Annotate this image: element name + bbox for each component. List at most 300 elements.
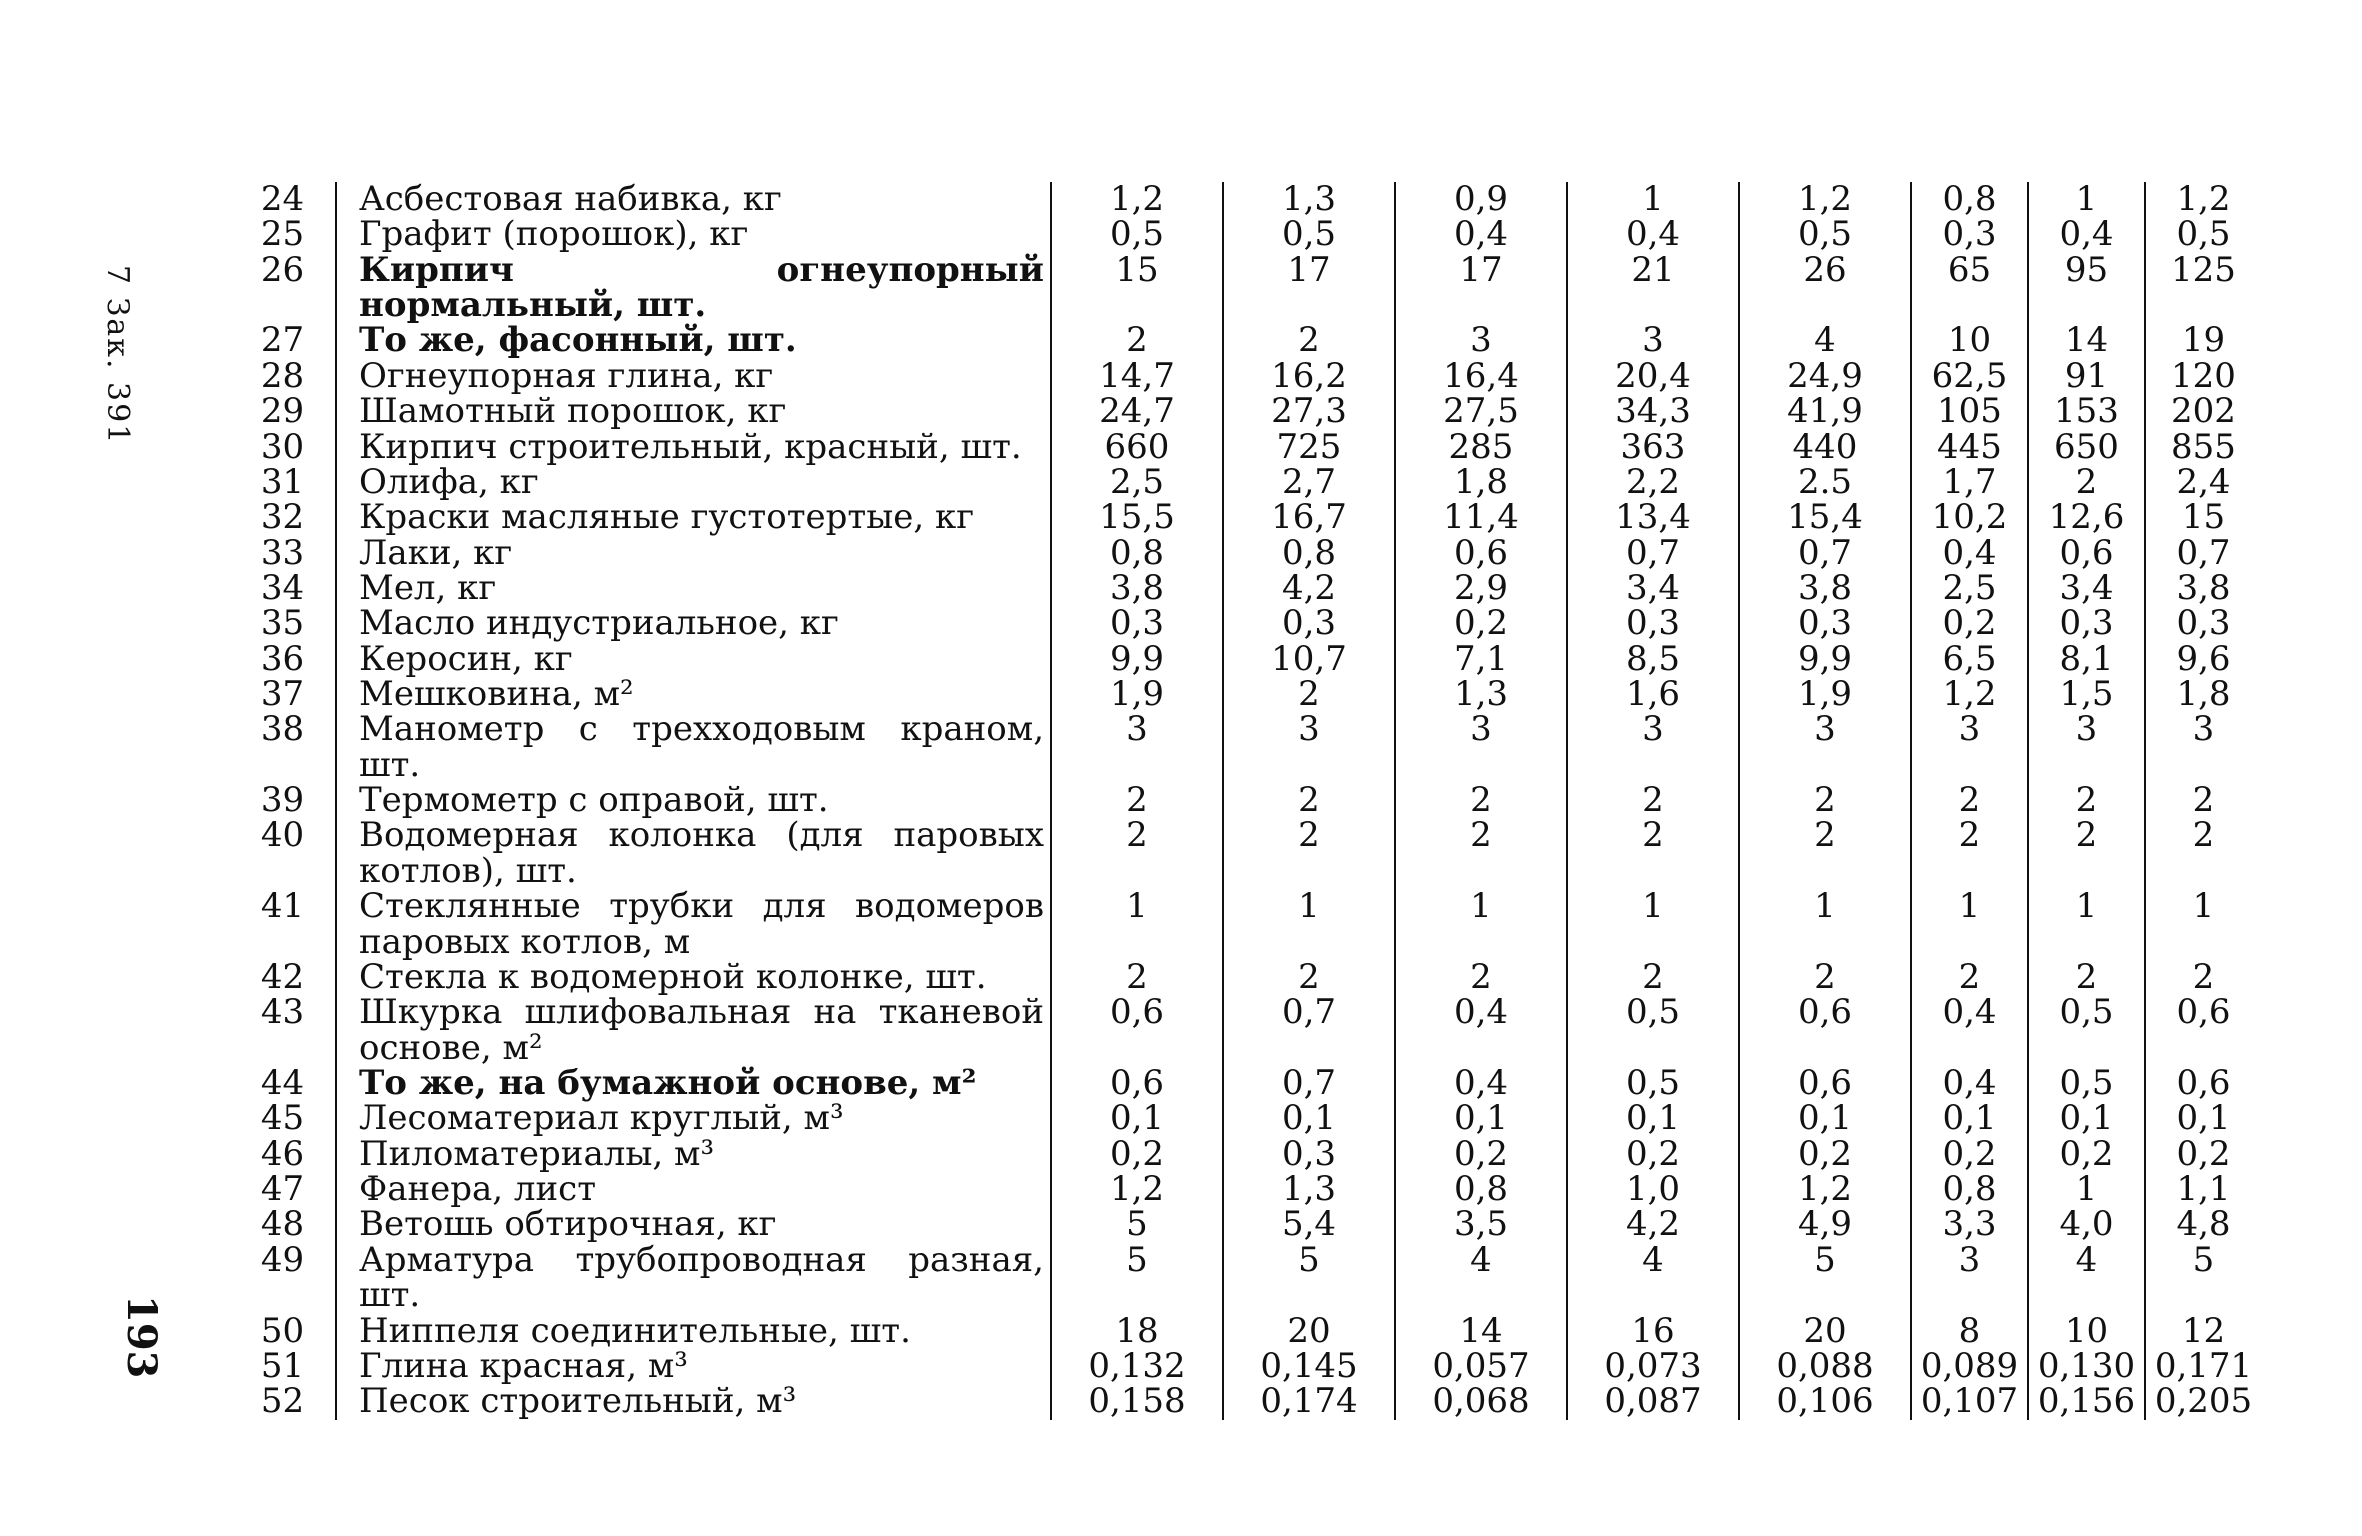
material-name: Ветошь обтирочная, кг bbox=[336, 1207, 1051, 1242]
row-number: 37 bbox=[260, 674, 305, 715]
quantity-cell: 0,4 bbox=[1395, 995, 1567, 1066]
quantity-cell: 20 bbox=[1223, 1314, 1395, 1349]
quantity-cell: 14 bbox=[1395, 1314, 1567, 1349]
table-row bbox=[230, 1207, 2261, 1242]
quantity-cell: 2 bbox=[1567, 818, 1739, 889]
quantity-cell: 0,8 bbox=[1223, 536, 1395, 571]
quantity-cell: 20 bbox=[1739, 1314, 1911, 1349]
row-number: 32 bbox=[260, 497, 305, 538]
quantity-cell: 3 bbox=[1395, 323, 1567, 358]
table-row bbox=[230, 1172, 2261, 1207]
quantity-cell: 0,1 bbox=[1739, 1101, 1911, 1136]
row-number: 49 bbox=[260, 1239, 305, 1280]
material-name: Термометр с оправой, шт. bbox=[336, 783, 1051, 818]
table-row bbox=[230, 995, 2261, 1066]
material-name: Стеклянные трубки для водомеров паровых котлов, м bbox=[336, 889, 1051, 960]
quantity-cell: 8,5 bbox=[1567, 642, 1739, 677]
table-row bbox=[230, 642, 2261, 677]
quantity-cell: 2 bbox=[1395, 960, 1567, 995]
quantity-cell: 0,088 bbox=[1739, 1349, 1911, 1384]
quantity-cell: 1,2 bbox=[1739, 1172, 1911, 1207]
quantity-cell: 2,2 bbox=[1567, 465, 1739, 500]
quantity-cell: 1,8 bbox=[1395, 465, 1567, 500]
row-number: 24 bbox=[260, 179, 305, 219]
row-number: 38 bbox=[260, 709, 305, 750]
quantity-cell: 2,7 bbox=[1223, 465, 1395, 500]
quantity-cell: 0,8 bbox=[1911, 1172, 2028, 1207]
quantity-cell: 0,145 bbox=[1223, 1349, 1395, 1384]
quantity-cell: 1 bbox=[2028, 889, 2145, 960]
quantity-cell: 0,7 bbox=[2145, 536, 2261, 571]
quantity-cell: 2,5 bbox=[1911, 571, 2028, 606]
quantity-cell: 0,1 bbox=[1395, 1101, 1567, 1136]
material-name: Шкурка шлифовальная на тканевой основе, м² bbox=[336, 995, 1051, 1066]
quantity-cell: 10,7 bbox=[1223, 642, 1395, 677]
material-name: Мешковина, м² bbox=[336, 677, 1051, 712]
quantity-cell: 0,3 bbox=[1223, 1137, 1395, 1172]
quantity-cell: 0,2 bbox=[1395, 606, 1567, 641]
quantity-cell: 0,2 bbox=[1911, 606, 2028, 641]
quantity-cell: 0,2 bbox=[1911, 1137, 2028, 1172]
quantity-cell: 62,5 bbox=[1911, 359, 2028, 394]
quantity-cell: 0,089 bbox=[1911, 1349, 2028, 1384]
quantity-cell: 15,5 bbox=[1051, 500, 1223, 535]
row-number: 52 bbox=[260, 1381, 305, 1422]
quantity-cell: 2 bbox=[1739, 960, 1911, 995]
quantity-cell: 3 bbox=[1223, 712, 1395, 783]
quantity-cell: 1,2 bbox=[1051, 182, 1223, 217]
quantity-cell: 41,9 bbox=[1739, 394, 1911, 429]
quantity-cell: 0,8 bbox=[1051, 536, 1223, 571]
table-row bbox=[230, 253, 2261, 324]
quantity-cell: 5 bbox=[1739, 1243, 1911, 1314]
table-row bbox=[230, 783, 2261, 818]
quantity-cell: 0,2 bbox=[1051, 1137, 1223, 1172]
quantity-cell: 202 bbox=[2145, 394, 2261, 429]
row-number: 40 bbox=[260, 815, 305, 856]
material-name: Песок строительный, м³ bbox=[336, 1384, 1051, 1419]
quantity-cell: 10 bbox=[1911, 323, 2028, 358]
quantity-cell: 1,6 bbox=[1567, 677, 1739, 712]
quantity-cell: 91 bbox=[2028, 359, 2145, 394]
quantity-cell: 1,3 bbox=[1223, 1172, 1395, 1207]
material-name: Ниппеля соединительные, шт. bbox=[336, 1314, 1051, 1349]
quantity-cell: 34,3 bbox=[1567, 394, 1739, 429]
quantity-cell: 0,130 bbox=[2028, 1349, 2145, 1384]
table-body bbox=[230, 179, 2261, 1422]
material-name: Кирпич строительный, красный, шт. bbox=[336, 430, 1051, 465]
material-name: То же, фасонный, шт. bbox=[336, 323, 1051, 358]
material-name: Шамотный порошок, кг bbox=[336, 394, 1051, 429]
quantity-cell: 0,3 bbox=[2028, 606, 2145, 641]
quantity-cell: 1,9 bbox=[1051, 677, 1223, 712]
row-number: 29 bbox=[260, 391, 305, 432]
quantity-cell: 1 bbox=[1567, 182, 1739, 217]
table-row bbox=[230, 571, 2261, 606]
quantity-cell: 855 bbox=[2145, 430, 2261, 465]
table-row bbox=[230, 430, 2261, 465]
quantity-cell: 12 bbox=[2145, 1314, 2261, 1349]
quantity-cell: 0,5 bbox=[1567, 1066, 1739, 1101]
quantity-cell: 2 bbox=[1395, 783, 1567, 818]
quantity-cell: 15 bbox=[1051, 253, 1223, 324]
material-name: Огнеупорная глина, кг bbox=[336, 359, 1051, 394]
row-number: 45 bbox=[260, 1098, 305, 1139]
quantity-cell: 1,2 bbox=[2145, 182, 2261, 217]
quantity-cell: 285 bbox=[1395, 430, 1567, 465]
row-number: 31 bbox=[260, 461, 305, 502]
quantity-cell: 2 bbox=[2145, 783, 2261, 818]
row-number: 39 bbox=[260, 780, 305, 821]
quantity-cell: 3 bbox=[1395, 712, 1567, 783]
quantity-cell: 8,1 bbox=[2028, 642, 2145, 677]
table-row bbox=[230, 394, 2261, 429]
quantity-cell: 0,3 bbox=[2145, 606, 2261, 641]
quantity-cell: 0,6 bbox=[1395, 536, 1567, 571]
row-number: 34 bbox=[260, 567, 305, 608]
quantity-cell: 0,5 bbox=[2145, 217, 2261, 252]
page-number: 193 bbox=[118, 1295, 165, 1379]
material-name: Стекла к водомерной колонке, шт. bbox=[336, 960, 1051, 995]
quantity-cell: 16,2 bbox=[1223, 359, 1395, 394]
quantity-cell: 1 bbox=[1051, 889, 1223, 960]
quantity-cell: 1,8 bbox=[2145, 677, 2261, 712]
quantity-cell: 0,4 bbox=[1911, 995, 2028, 1066]
quantity-cell: 363 bbox=[1567, 430, 1739, 465]
quantity-cell: 1 bbox=[1739, 889, 1911, 960]
quantity-cell: 2 bbox=[1223, 960, 1395, 995]
quantity-cell: 2 bbox=[1051, 323, 1223, 358]
quantity-cell: 0,6 bbox=[1739, 1066, 1911, 1101]
table-row bbox=[230, 1101, 2261, 1136]
quantity-cell: 3,4 bbox=[1567, 571, 1739, 606]
row-number: 50 bbox=[260, 1310, 305, 1351]
quantity-cell: 3 bbox=[2028, 712, 2145, 783]
quantity-cell: 0,6 bbox=[1051, 1066, 1223, 1101]
quantity-cell: 4,0 bbox=[2028, 1207, 2145, 1242]
quantity-cell: 125 bbox=[2145, 253, 2261, 324]
quantity-cell: 5,4 bbox=[1223, 1207, 1395, 1242]
quantity-cell: 3 bbox=[1051, 712, 1223, 783]
quantity-cell: 1,7 bbox=[1911, 465, 2028, 500]
quantity-cell: 0,1 bbox=[2145, 1101, 2261, 1136]
quantity-cell: 2 bbox=[1739, 818, 1911, 889]
quantity-cell: 4,2 bbox=[1223, 571, 1395, 606]
quantity-cell: 0,3 bbox=[1051, 606, 1223, 641]
quantity-cell: 9,6 bbox=[2145, 642, 2261, 677]
quantity-cell: 1 bbox=[1567, 889, 1739, 960]
quantity-cell: 0,2 bbox=[1395, 1137, 1567, 1172]
quantity-cell: 0,2 bbox=[2145, 1137, 2261, 1172]
table-row bbox=[230, 500, 2261, 535]
table-row bbox=[230, 712, 2261, 783]
quantity-cell: 0,068 bbox=[1395, 1384, 1567, 1419]
quantity-cell: 0,156 bbox=[2028, 1384, 2145, 1419]
quantity-cell: 105 bbox=[1911, 394, 2028, 429]
table-row bbox=[230, 960, 2261, 995]
quantity-cell: 0,5 bbox=[1567, 995, 1739, 1066]
quantity-cell: 4 bbox=[1567, 1243, 1739, 1314]
material-name: Водомерная колонка (для паровых котлов), шт. bbox=[336, 818, 1051, 889]
material-name: Кирпич огнеупорный нормальный, шт. bbox=[336, 253, 1051, 324]
quantity-cell: 1,0 bbox=[1567, 1172, 1739, 1207]
quantity-cell: 65 bbox=[1911, 253, 2028, 324]
quantity-cell: 1,9 bbox=[1739, 677, 1911, 712]
row-number: 46 bbox=[260, 1133, 305, 1174]
quantity-cell: 0,6 bbox=[1051, 995, 1223, 1066]
row-number: 25 bbox=[260, 214, 305, 255]
quantity-cell: 27,5 bbox=[1395, 394, 1567, 429]
quantity-cell: 95 bbox=[2028, 253, 2145, 324]
quantity-cell: 18 bbox=[1051, 1314, 1223, 1349]
quantity-cell: 0,106 bbox=[1739, 1384, 1911, 1419]
quantity-cell: 24,9 bbox=[1739, 359, 1911, 394]
quantity-cell: 27,3 bbox=[1223, 394, 1395, 429]
quantity-cell: 0,1 bbox=[1567, 1101, 1739, 1136]
quantity-cell: 0,7 bbox=[1223, 995, 1395, 1066]
quantity-cell: 1,3 bbox=[1223, 182, 1395, 217]
row-number: 36 bbox=[260, 638, 305, 679]
quantity-cell: 20,4 bbox=[1567, 359, 1739, 394]
row-number: 28 bbox=[260, 355, 305, 396]
quantity-cell: 2 bbox=[1567, 783, 1739, 818]
material-name: Лесоматериал круглый, м³ bbox=[336, 1101, 1051, 1136]
quantity-cell: 0,2 bbox=[2028, 1137, 2145, 1172]
quantity-cell: 2 bbox=[1911, 818, 2028, 889]
table-row bbox=[230, 536, 2261, 571]
quantity-cell: 1,1 bbox=[2145, 1172, 2261, 1207]
quantity-cell: 0,6 bbox=[1739, 995, 1911, 1066]
quantity-cell: 660 bbox=[1051, 430, 1223, 465]
quantity-cell: 0,5 bbox=[1739, 217, 1911, 252]
quantity-cell: 0,132 bbox=[1051, 1349, 1223, 1384]
quantity-cell: 0,3 bbox=[1223, 606, 1395, 641]
quantity-cell: 1 bbox=[2028, 182, 2145, 217]
quantity-cell: 24,7 bbox=[1051, 394, 1223, 429]
table-row bbox=[230, 465, 2261, 500]
quantity-cell: 1,2 bbox=[1739, 182, 1911, 217]
quantity-cell: 1 bbox=[1911, 889, 2028, 960]
quantity-cell: 5 bbox=[1223, 1243, 1395, 1314]
quantity-cell: 0,057 bbox=[1395, 1349, 1567, 1384]
quantity-cell: 5 bbox=[1051, 1243, 1223, 1314]
table-row bbox=[230, 182, 2261, 217]
table-row bbox=[230, 1384, 2261, 1419]
quantity-cell: 4 bbox=[2028, 1243, 2145, 1314]
material-name: Асбестовая набивка, кг bbox=[336, 182, 1051, 217]
material-name: Лаки, кг bbox=[336, 536, 1051, 571]
material-name: Краски масляные густотертые, кг bbox=[336, 500, 1051, 535]
row-number: 44 bbox=[260, 1062, 305, 1103]
quantity-cell: 7,1 bbox=[1395, 642, 1567, 677]
material-name: Олифа, кг bbox=[336, 465, 1051, 500]
material-name: Пиломатериалы, м³ bbox=[336, 1137, 1051, 1172]
quantity-cell: 2 bbox=[1051, 960, 1223, 995]
quantity-cell: 3,4 bbox=[2028, 571, 2145, 606]
quantity-cell: 12,6 bbox=[2028, 500, 2145, 535]
materials-table bbox=[230, 179, 2261, 1422]
material-name: Фанера, лист bbox=[336, 1172, 1051, 1207]
quantity-cell: 2 bbox=[1051, 818, 1223, 889]
quantity-cell: 5 bbox=[1051, 1207, 1223, 1242]
quantity-cell: 14,7 bbox=[1051, 359, 1223, 394]
quantity-cell: 0,1 bbox=[1223, 1101, 1395, 1136]
row-number: 47 bbox=[260, 1169, 305, 1210]
quantity-cell: 0,8 bbox=[1911, 182, 2028, 217]
quantity-cell: 0,5 bbox=[2028, 1066, 2145, 1101]
quantity-cell: 9,9 bbox=[1739, 642, 1911, 677]
quantity-cell: 2 bbox=[1395, 818, 1567, 889]
row-number: 26 bbox=[260, 249, 305, 290]
quantity-cell: 153 bbox=[2028, 394, 2145, 429]
row-number: 30 bbox=[260, 426, 305, 467]
quantity-cell: 0,2 bbox=[1567, 1137, 1739, 1172]
quantity-cell: 13,4 bbox=[1567, 500, 1739, 535]
quantity-cell: 0,4 bbox=[2028, 217, 2145, 252]
quantity-cell: 0,107 bbox=[1911, 1384, 2028, 1419]
quantity-cell: 2,9 bbox=[1395, 571, 1567, 606]
quantity-cell: 15,4 bbox=[1739, 500, 1911, 535]
quantity-cell: 0,158 bbox=[1051, 1384, 1223, 1419]
quantity-cell: 4 bbox=[1739, 323, 1911, 358]
side-note: 7 Зак. 391 bbox=[100, 265, 135, 446]
quantity-cell: 3,5 bbox=[1395, 1207, 1567, 1242]
quantity-cell: 120 bbox=[2145, 359, 2261, 394]
quantity-cell: 2 bbox=[2028, 818, 2145, 889]
quantity-cell: 2 bbox=[2145, 960, 2261, 995]
quantity-cell: 17 bbox=[1223, 253, 1395, 324]
quantity-cell: 3 bbox=[1739, 712, 1911, 783]
material-name: Керосин, кг bbox=[336, 642, 1051, 677]
quantity-cell: 2 bbox=[1223, 323, 1395, 358]
quantity-cell: 6,5 bbox=[1911, 642, 2028, 677]
quantity-cell: 9,9 bbox=[1051, 642, 1223, 677]
table-row bbox=[230, 677, 2261, 712]
quantity-cell: 2 bbox=[2028, 783, 2145, 818]
quantity-cell: 8 bbox=[1911, 1314, 2028, 1349]
quantity-cell: 10 bbox=[2028, 1314, 2145, 1349]
quantity-cell: 0,2 bbox=[1739, 1137, 1911, 1172]
material-name: Масло индустриальное, кг bbox=[336, 606, 1051, 641]
quantity-cell: 3,8 bbox=[1051, 571, 1223, 606]
quantity-cell: 14 bbox=[2028, 323, 2145, 358]
quantity-cell: 2 bbox=[2145, 818, 2261, 889]
quantity-cell: 1 bbox=[2145, 889, 2261, 960]
quantity-cell: 2.5 bbox=[1739, 465, 1911, 500]
quantity-cell: 0,7 bbox=[1567, 536, 1739, 571]
quantity-cell: 0,5 bbox=[2028, 995, 2145, 1066]
quantity-cell: 650 bbox=[2028, 430, 2145, 465]
quantity-cell: 17 bbox=[1395, 253, 1567, 324]
row-number: 41 bbox=[260, 886, 305, 927]
quantity-cell: 0,174 bbox=[1223, 1384, 1395, 1419]
table-row bbox=[230, 359, 2261, 394]
quantity-cell: 445 bbox=[1911, 430, 2028, 465]
quantity-cell: 0,1 bbox=[1911, 1101, 2028, 1136]
quantity-cell: 0,6 bbox=[2145, 1066, 2261, 1101]
material-name: Арматура трубопроводная разная, шт. bbox=[336, 1243, 1051, 1314]
material-name: Глина красная, м³ bbox=[336, 1349, 1051, 1384]
table-row bbox=[230, 1137, 2261, 1172]
quantity-cell: 19 bbox=[2145, 323, 2261, 358]
quantity-cell: 1,5 bbox=[2028, 677, 2145, 712]
quantity-cell: 2 bbox=[1911, 960, 2028, 995]
quantity-cell: 0,4 bbox=[1395, 1066, 1567, 1101]
quantity-cell: 2 bbox=[2028, 960, 2145, 995]
quantity-cell: 16,7 bbox=[1223, 500, 1395, 535]
quantity-cell: 2 bbox=[1223, 783, 1395, 818]
material-name: Манометр с трехходовым краном, шт. bbox=[336, 712, 1051, 783]
table-row bbox=[230, 323, 2261, 358]
quantity-cell: 16,4 bbox=[1395, 359, 1567, 394]
quantity-cell: 2 bbox=[1739, 783, 1911, 818]
quantity-cell: 2 bbox=[1911, 783, 2028, 818]
quantity-cell: 1 bbox=[1395, 889, 1567, 960]
row-number: 48 bbox=[260, 1204, 305, 1245]
quantity-cell: 2,4 bbox=[2145, 465, 2261, 500]
quantity-cell: 0,6 bbox=[2028, 536, 2145, 571]
material-name: То же, на бумажной основе, м² bbox=[336, 1066, 1051, 1101]
quantity-cell: 0,5 bbox=[1223, 217, 1395, 252]
table-row bbox=[230, 217, 2261, 252]
quantity-cell: 0,087 bbox=[1567, 1384, 1739, 1419]
table-row bbox=[230, 889, 2261, 960]
quantity-cell: 4,8 bbox=[2145, 1207, 2261, 1242]
quantity-cell: 0,1 bbox=[1051, 1101, 1223, 1136]
table-row bbox=[230, 1066, 2261, 1101]
table-row bbox=[230, 1349, 2261, 1384]
materials-table-wrapper bbox=[230, 179, 2261, 1422]
quantity-cell: 1 bbox=[1223, 889, 1395, 960]
quantity-cell: 5 bbox=[2145, 1243, 2261, 1314]
quantity-cell: 4 bbox=[1395, 1243, 1567, 1314]
quantity-cell: 2 bbox=[1567, 960, 1739, 995]
quantity-cell: 0,1 bbox=[2028, 1101, 2145, 1136]
quantity-cell: 0,205 bbox=[2145, 1384, 2261, 1419]
quantity-cell: 3,8 bbox=[1739, 571, 1911, 606]
row-number: 51 bbox=[260, 1345, 305, 1386]
quantity-cell: 1 bbox=[2028, 1172, 2145, 1207]
quantity-cell: 4,9 bbox=[1739, 1207, 1911, 1242]
quantity-cell: 0,171 bbox=[2145, 1349, 2261, 1384]
material-name: Графит (порошок), кг bbox=[336, 217, 1051, 252]
material-name: Мел, кг bbox=[336, 571, 1051, 606]
quantity-cell: 3,3 bbox=[1911, 1207, 2028, 1242]
quantity-cell: 1,2 bbox=[1051, 1172, 1223, 1207]
quantity-cell: 0,7 bbox=[1223, 1066, 1395, 1101]
row-number: 35 bbox=[260, 603, 305, 644]
quantity-cell: 0,4 bbox=[1567, 217, 1739, 252]
quantity-cell: 2,5 bbox=[1051, 465, 1223, 500]
quantity-cell: 0,4 bbox=[1911, 536, 2028, 571]
quantity-cell: 3 bbox=[1567, 323, 1739, 358]
quantity-cell: 0,3 bbox=[1567, 606, 1739, 641]
quantity-cell: 2 bbox=[1223, 677, 1395, 712]
table-row bbox=[230, 1243, 2261, 1314]
quantity-cell: 4,2 bbox=[1567, 1207, 1739, 1242]
quantity-cell: 0,7 bbox=[1739, 536, 1911, 571]
table-row bbox=[230, 1314, 2261, 1349]
quantity-cell: 2 bbox=[2028, 465, 2145, 500]
quantity-cell: 0,5 bbox=[1051, 217, 1223, 252]
quantity-cell: 0,3 bbox=[1739, 606, 1911, 641]
quantity-cell: 10,2 bbox=[1911, 500, 2028, 535]
quantity-cell: 15 bbox=[2145, 500, 2261, 535]
quantity-cell: 0,4 bbox=[1395, 217, 1567, 252]
row-number: 27 bbox=[260, 320, 305, 361]
quantity-cell: 16 bbox=[1567, 1314, 1739, 1349]
quantity-cell: 0,4 bbox=[1911, 1066, 2028, 1101]
